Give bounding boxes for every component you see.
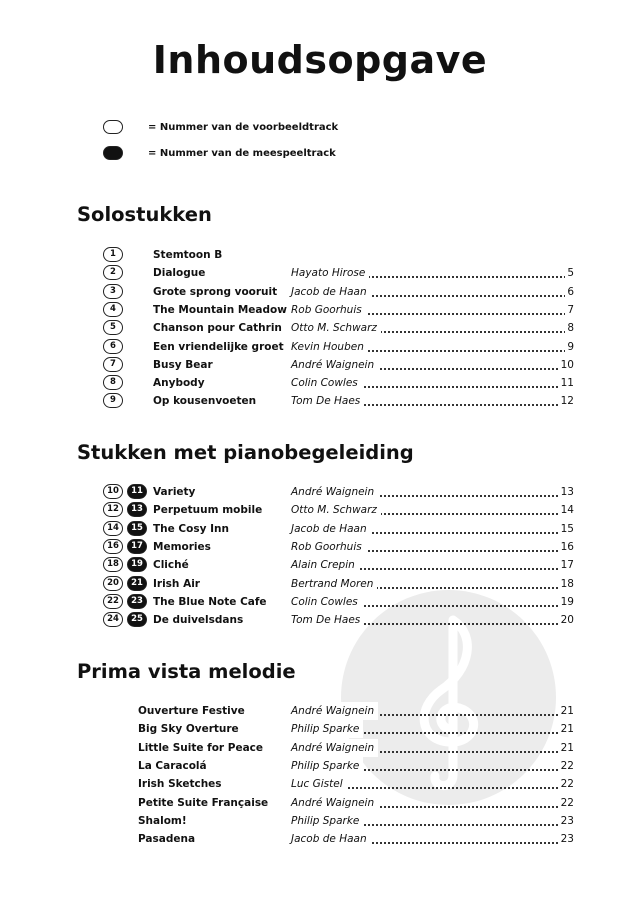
- page-number: 10: [559, 356, 574, 374]
- toc-entry[interactable]: [0, 520, 640, 538]
- toc-entry[interactable]: [0, 538, 640, 556]
- composer-name: Philip Sparke: [291, 812, 363, 830]
- piece-title: The Mountain Meadow: [153, 303, 287, 316]
- demo-track-number: 16: [103, 539, 123, 554]
- piece-title: Perpetuum mobile: [153, 504, 263, 517]
- composer-name: Alain Crepin: [291, 556, 359, 574]
- toc-entry[interactable]: [0, 794, 640, 812]
- page-number: 13: [559, 483, 574, 501]
- toc-entry[interactable]: [0, 702, 640, 720]
- piece-title: De duivelsdans: [153, 614, 244, 627]
- play-along-track-number: 17: [127, 539, 147, 554]
- page-number: 14: [559, 501, 574, 519]
- page-number: 5: [565, 264, 574, 282]
- toc-entry[interactable]: [0, 392, 640, 410]
- composer-name: Jacob de Haan: [291, 830, 371, 848]
- composer-name: Jacob de Haan: [291, 520, 371, 538]
- piece-title: Petite Suite Française: [138, 796, 269, 809]
- composer-name: Otto M. Schwarz: [291, 319, 381, 337]
- toc-entry[interactable]: [0, 501, 640, 519]
- demo-track-number: 22: [103, 594, 123, 609]
- toc-entry[interactable]: [0, 338, 640, 356]
- page-number: 21: [559, 720, 574, 738]
- demo-track-number: 18: [103, 557, 123, 572]
- piece-title: Ouverture Festive: [138, 705, 245, 717]
- piece-title: Irish Sketches: [138, 778, 222, 791]
- demo-track-number: 4: [103, 302, 123, 317]
- composer-name: Philip Sparke: [291, 757, 363, 775]
- piece-title: Chanson pour Cathrin: [153, 322, 282, 335]
- toc-entry[interactable]: [0, 264, 640, 282]
- play-along-track-number: 13: [127, 502, 147, 517]
- play-along-track-number: 21: [127, 576, 147, 591]
- page-number: 18: [559, 575, 574, 593]
- demo-track-number: 8: [103, 375, 123, 390]
- page-number: 12: [559, 392, 574, 410]
- legend-demo-text: = Nummer van de voorbeeldtrack: [148, 121, 339, 133]
- composer-name: Hayato Hirose: [291, 264, 369, 282]
- composer-name: Tom De Haes: [291, 392, 364, 410]
- page-number: 20: [559, 611, 574, 629]
- page-number: 11: [559, 374, 574, 392]
- outline-pill-icon: [103, 120, 123, 134]
- section-title: Prima vista melodie: [77, 660, 296, 683]
- demo-track-number: 10: [103, 484, 123, 499]
- piece-title: The Blue Note Cafe: [153, 595, 267, 608]
- section-title: Solostukken: [77, 203, 212, 226]
- demo-track-number: 9: [103, 393, 123, 408]
- composer-name: Bertrand Moren: [291, 575, 377, 593]
- composer-name: Luc Gistel: [291, 775, 347, 793]
- play-along-track-number: 25: [127, 612, 147, 627]
- piece-title: Pasadena: [138, 833, 196, 846]
- legend-play-along-track: [103, 145, 336, 161]
- composer-name: Otto M. Schwarz: [291, 501, 381, 519]
- legend-demo-track: [103, 119, 338, 135]
- page-number: 9: [565, 338, 574, 356]
- page-number: 22: [559, 757, 574, 775]
- demo-track-number: 14: [103, 521, 123, 536]
- demo-track-number: 2: [103, 265, 123, 280]
- piece-title: La Caracolá: [138, 759, 207, 772]
- page-number: 22: [559, 794, 574, 812]
- demo-track-number: 6: [103, 339, 123, 354]
- play-along-track-number: 23: [127, 594, 147, 609]
- page-number: 21: [559, 702, 574, 720]
- demo-track-number: 12: [103, 502, 123, 517]
- page-title: Inhoudsopgave: [152, 38, 488, 82]
- composer-name: Colin Cowles: [291, 593, 362, 611]
- toc-entry[interactable]: [0, 246, 640, 264]
- toc-entry[interactable]: [0, 374, 640, 392]
- piece-title: Anybody: [153, 377, 205, 390]
- toc-entry[interactable]: [0, 356, 640, 374]
- piece-title: Little Suite for Peace: [138, 741, 264, 754]
- composer-name: André Waignein: [291, 794, 378, 812]
- composer-name: Jacob de Haan: [291, 283, 371, 301]
- page-number: 22: [559, 775, 574, 793]
- piece-title: Cliché: [153, 559, 189, 572]
- piece-title: Stemtoon B: [153, 249, 223, 261]
- page-number: 23: [559, 830, 574, 848]
- piece-title: Een vriendelijke groet: [153, 340, 284, 353]
- play-along-track-number: 11: [127, 484, 147, 499]
- piece-title: Memories: [153, 540, 211, 553]
- page-number: 19: [559, 593, 574, 611]
- toc-entry[interactable]: [0, 301, 640, 319]
- piece-title: Busy Bear: [153, 358, 213, 371]
- filled-pill-icon: [103, 146, 123, 160]
- demo-track-number: 3: [103, 284, 123, 299]
- piece-title: Grote sprong vooruit: [153, 285, 278, 298]
- toc-entry[interactable]: [0, 720, 640, 738]
- composer-name: Philip Sparke: [291, 720, 363, 738]
- section-title: Stukken met pianobegeleiding: [77, 441, 414, 464]
- composer-name: Kevin Houben: [291, 338, 368, 356]
- toc-entry[interactable]: [0, 556, 640, 574]
- composer-name: Rob Goorhuis: [291, 301, 366, 319]
- toc-entry[interactable]: [0, 483, 640, 501]
- page-number: 16: [559, 538, 574, 556]
- toc-entry[interactable]: [0, 757, 640, 775]
- toc-entry[interactable]: [0, 575, 640, 593]
- page-number: 23: [559, 812, 574, 830]
- piece-title: Irish Air: [153, 577, 200, 590]
- composer-name: André Waignein: [291, 702, 378, 720]
- toc-entry[interactable]: [0, 812, 640, 830]
- piece-title: Big Sky Overture: [138, 723, 239, 736]
- piece-title: Variety: [153, 486, 196, 498]
- piece-title: Shalom!: [138, 814, 187, 827]
- page-number: 15: [559, 520, 574, 538]
- composer-name: André Waignein: [291, 483, 378, 501]
- piece-title: Op kousenvoeten: [153, 395, 257, 408]
- composer-name: André Waignein: [291, 739, 378, 757]
- page-number: 21: [559, 739, 574, 757]
- toc-entry[interactable]: [0, 593, 640, 611]
- toc-entry[interactable]: [0, 319, 640, 337]
- composer-name: Tom De Haes: [291, 611, 364, 629]
- demo-track-number: 5: [103, 320, 123, 335]
- toc-entry[interactable]: [0, 611, 640, 629]
- page-number: 7: [565, 301, 574, 319]
- composer-name: Colin Cowles: [291, 374, 362, 392]
- toc-entry[interactable]: [0, 830, 640, 848]
- toc-entry[interactable]: [0, 739, 640, 757]
- demo-track-number: 1: [103, 247, 123, 262]
- composer-name: André Waignein: [291, 356, 378, 374]
- demo-track-number: 20: [103, 576, 123, 591]
- composer-name: Rob Goorhuis: [291, 538, 366, 556]
- demo-track-number: 7: [103, 357, 123, 372]
- piece-title: Dialogue: [153, 267, 206, 280]
- demo-track-number: 24: [103, 612, 123, 627]
- piece-title: The Cosy Inn: [153, 522, 229, 535]
- toc-entry[interactable]: [0, 775, 640, 793]
- toc-entry[interactable]: [0, 283, 640, 301]
- play-along-track-number: 15: [127, 521, 147, 536]
- page-number: 8: [565, 319, 574, 337]
- page-number: 17: [559, 556, 574, 574]
- page-number: 6: [565, 283, 574, 301]
- play-along-track-number: 19: [127, 557, 147, 572]
- legend-play-along-text: = Nummer van de meespeeltrack: [148, 147, 336, 159]
